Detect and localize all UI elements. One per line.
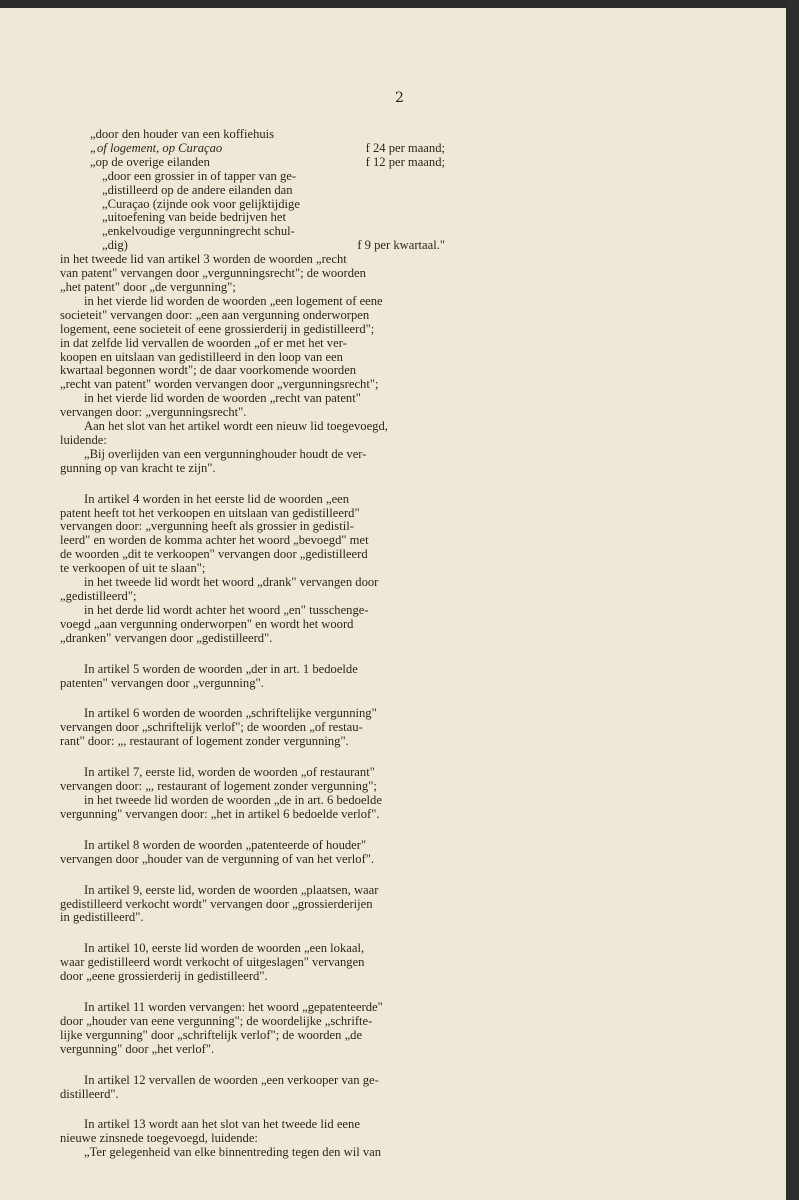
fee-text: „enkelvoudige vergunningrecht schul- (102, 224, 295, 239)
spacer (90, 867, 445, 884)
page-right-edge (786, 0, 799, 1200)
spacer (90, 822, 445, 839)
text-line: vergunning" vervangen door: „het in artikel 6 bedoelde verlof". (60, 806, 380, 821)
paragraph-artikel-6 (60, 707, 445, 749)
fee-text: „distilleerd op de andere eilanden dan (102, 182, 293, 197)
spacer (90, 925, 445, 942)
fee-text: „of logement, op Curaçao (90, 140, 223, 155)
text-line: vergunning" door „het verlof". (60, 1041, 215, 1056)
text-line: in het tweede lid wordt het woord „drank" vervangen door (84, 575, 379, 590)
text-line: vervangen door „schriftelijk verlof"; de woorden „of restau- (60, 720, 363, 735)
top-edge (0, 0, 799, 8)
text-line: in het tweede lid worden de woorden „de in art. 6 bedoelde (84, 792, 382, 807)
text-line: patenten" vervangen door „vergunning". (60, 675, 264, 690)
paragraph-art3-lid4 (60, 295, 445, 392)
spacer (90, 1057, 445, 1074)
spacer (90, 984, 445, 1001)
paragraph-artikel-8 (60, 839, 445, 867)
text-line: „dranken" vervangen door „gedistilleerd". (60, 630, 273, 645)
text-line: lijke vergunning" door „schriftelijk verlof"; de woorden „de (60, 1027, 363, 1042)
text-line: „het patent" door „de vergunning"; (60, 279, 236, 294)
text-line: patent heeft tot het verkoopen en uitslaan van gedistilleerd" (60, 505, 360, 520)
text-line: vervangen door: „, restaurant of logement zonder vergunning"; (60, 779, 377, 794)
fee-text: „op de overige eilanden (90, 154, 210, 169)
text-line: door „houder van eene vergunning"; de woordelijke „schrifte- (60, 1013, 373, 1028)
paragraph-artikel-13 (60, 1118, 445, 1146)
text-line: gunning op van kracht te zijn". (60, 460, 216, 475)
paragraph-artikel-4-lid2 (60, 576, 445, 604)
text-line: te verkoopen of uit te slaan"; (60, 561, 206, 576)
text-line: door „eene grossierderij in gedistilleerd". (60, 969, 268, 984)
text-line: rant" door: „, restaurant of logement zonder vergunning". (60, 734, 349, 749)
text-line: logement, eene societeit of eene grossierderij in gedistilleerd"; (60, 321, 375, 336)
text-line: In artikel 6 worden de woorden „schriftelijke vergunning" (84, 706, 377, 721)
paragraph-artikel-7-lid2 (60, 794, 445, 822)
paragraph-artikel-9 (60, 884, 445, 926)
fee-amount: f 24 per maand; (365, 140, 445, 155)
text-line: in het derde lid wordt achter het woord „en" tusschenge- (84, 602, 369, 617)
text-line: koopen en uitslaan van gedistilleerd in den loop van een (60, 349, 343, 364)
text-line: in het tweede lid van artikel 3 worden de woorden „recht (60, 252, 347, 267)
spacer (90, 476, 445, 493)
text-line: leerd" en worden de komma achter het woord „bevoegd" met (60, 533, 369, 548)
fee-row (90, 142, 445, 156)
fee-row (90, 198, 445, 212)
text-line: de woorden „dit te verkoopen" vervangen door „gedistilleerd (60, 547, 368, 562)
text-line: kwartaal begonnen wordt"; de daar voorkomende woorden (60, 363, 357, 378)
text-line: Aan het slot van het artikel wordt een nieuw lid toegevoegd, (84, 419, 388, 434)
spacer (90, 690, 445, 707)
fee-amount: f 9 per kwartaal." (357, 238, 445, 253)
fee-text: „Curaçao (zijnde ook voor gelijktijdige (102, 196, 300, 211)
text-line: In artikel 12 vervallen de woorden „een verkooper van ge- (84, 1072, 379, 1087)
fee-table (90, 128, 445, 253)
paragraph-quote-binnentreding (60, 1146, 445, 1160)
text-line: In artikel 4 worden in het eerste lid de woorden „een (84, 491, 350, 506)
text-line: In artikel 11 worden vervangen: het woord „gepatenteerde" (84, 1000, 383, 1015)
text-line: gedistilleerd verkocht wordt" vervangen door „grossierderijen (60, 896, 373, 911)
paragraph-artikel-4 (60, 493, 445, 576)
text-line: luidende: (60, 432, 107, 447)
spacer (90, 749, 445, 766)
paragraph-artikel-10 (60, 942, 445, 984)
text-line: societeit" vervangen door: „een aan vergunning onderworpen (60, 307, 370, 322)
text-line: „gedistilleerd"; (60, 589, 137, 603)
text-line: in dat zelfde lid vervallen de woorden „of er met het ver- (60, 335, 347, 350)
text-line: in het vierde lid worden de woorden „recht van patent" (84, 391, 361, 406)
paragraph-art3-lid4b (60, 392, 445, 420)
paragraph-art3-lid2 (60, 253, 445, 295)
text-line: „Bij overlijden van een vergunninghouder houdt de ver- (84, 446, 367, 461)
text-line: „Ter gelegenheid van elke binnentreding tegen den wil van (84, 1145, 382, 1160)
paragraph-artikel-5 (60, 663, 445, 691)
text-line: vervangen door: „vergunningsrecht". (60, 405, 247, 420)
fee-row (90, 184, 445, 198)
paragraph-new-lid (60, 420, 445, 448)
spacer (90, 646, 445, 663)
fee-text: „door een grossier in of tapper van ge- (102, 168, 297, 183)
text-line: In artikel 13 wordt aan het slot van het tweede lid eene (84, 1117, 360, 1132)
text-line: in het vierde lid worden de woorden „een logement of eene (84, 293, 383, 308)
text-line: In artikel 8 worden de woorden „patenteerde of houder" (84, 837, 367, 852)
text-line: In artikel 9, eerste lid, worden de woorden „plaatsen, waar (84, 882, 379, 897)
text-line: voegd „aan vergunning onderworpen" en wordt het woord (60, 616, 354, 631)
paragraph-quote-overlijden (60, 448, 445, 476)
fee-row (90, 170, 445, 184)
fee-row (90, 211, 445, 225)
fee-row (90, 225, 445, 239)
paragraph-artikel-7 (60, 766, 445, 794)
text-line: In artikel 10, eerste lid worden de woorden „een lokaal, (84, 941, 365, 956)
fee-text: „door den houder van een koffiehuis (90, 127, 275, 141)
paragraph-artikel-4-lid3 (60, 604, 445, 646)
paragraph-artikel-11 (60, 1001, 445, 1057)
fee-text: „dig) (102, 238, 128, 253)
fee-row (90, 156, 445, 170)
fee-amount: f 12 per maand; (365, 154, 445, 169)
paragraph-artikel-12 (60, 1074, 445, 1102)
fee-text: „uitoefening van beide bedrijven het (102, 210, 286, 225)
page-number: 2 (395, 90, 404, 106)
text-line: „recht van patent" worden vervangen door „vergunningsrecht"; (60, 377, 379, 392)
fee-row (90, 128, 445, 142)
text-line: in gedistilleerd". (60, 910, 144, 925)
spacer (90, 1101, 445, 1118)
text-line: van patent" vervangen door „vergunningsrecht"; de woorden (60, 266, 366, 281)
fee-row (90, 239, 445, 253)
text-line: vervangen door: „vergunning heeft als grossier in gedistil- (60, 519, 354, 534)
text-line: waar gedistilleerd wordt verkocht of uitgeslagen" vervangen (60, 955, 365, 970)
text-line: nieuwe zinsnede toegevoegd, luidende: (60, 1131, 258, 1146)
document-body (60, 127, 445, 1160)
text-line: In artikel 5 worden de woorden „der in art. 1 bedoelde (84, 661, 358, 676)
text-line: distilleerd". (60, 1086, 119, 1101)
text-line: vervangen door „houder van de vergunning of van het verlof". (60, 851, 375, 866)
text-line: In artikel 7, eerste lid, worden de woorden „of restaurant" (84, 765, 375, 780)
